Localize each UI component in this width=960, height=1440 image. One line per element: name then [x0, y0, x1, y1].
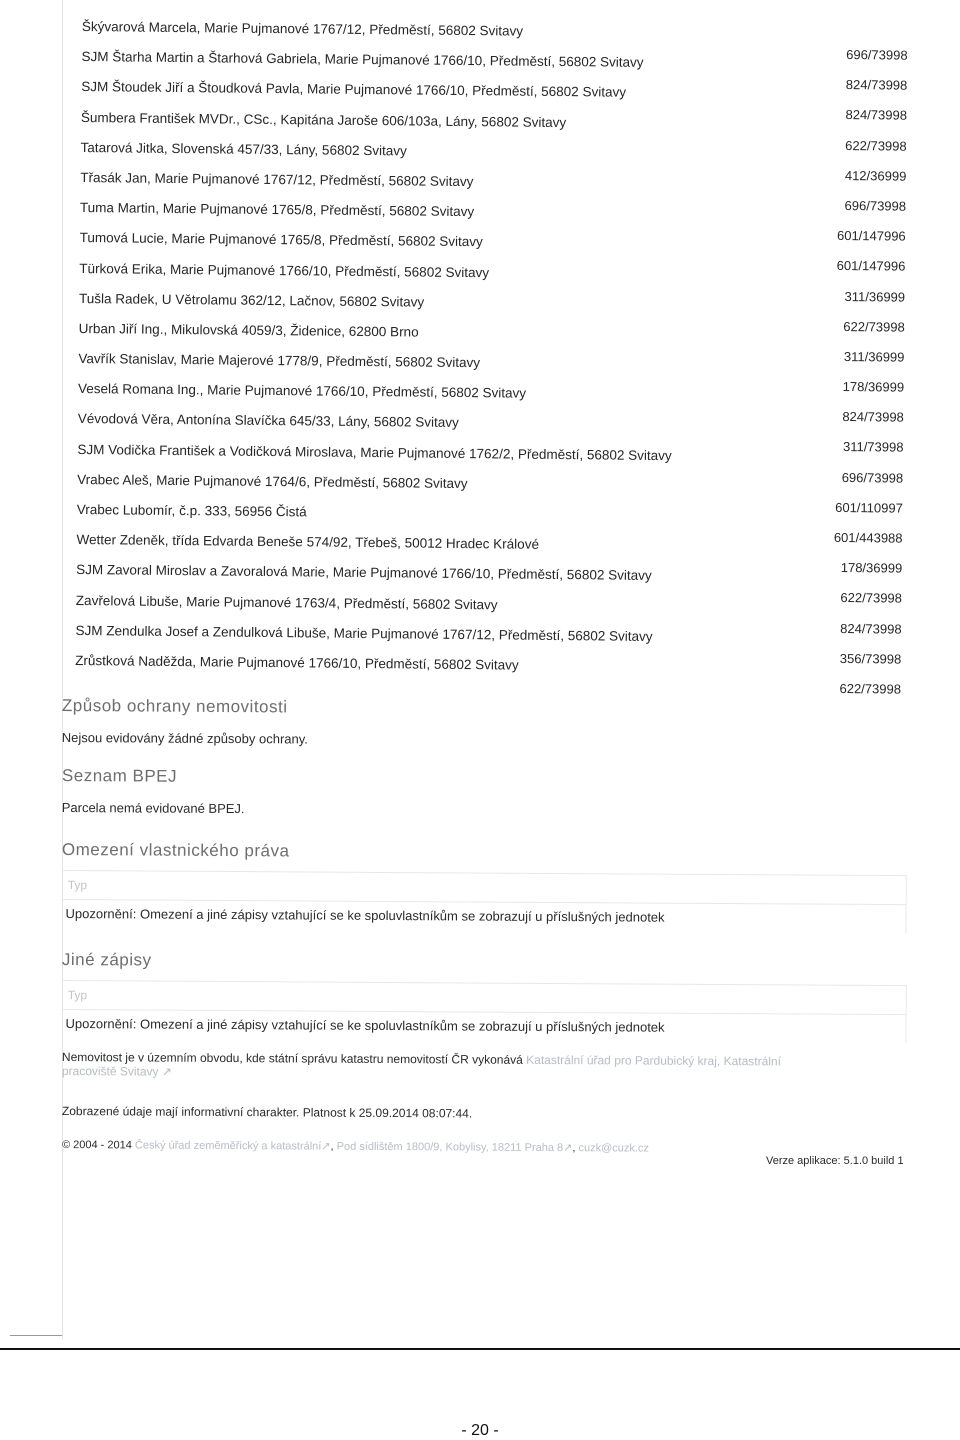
owner-share: 696/73998: [846, 47, 908, 63]
owner-name-address: SJM Zendulka Josef a Zendulková Libuše, Marie Pujmanové 1767/12, Předměstí, 56802 Svitavy: [75, 622, 653, 644]
owner-name-address: Šumbera František MVDr., CSc., Kapitána Jaroše 606/103a, Lány, 56802 Svitavy: [80, 109, 567, 130]
page-bottom-rule: [0, 1348, 960, 1350]
owner-share: 601/147996: [836, 228, 906, 244]
external-link-icon: ↗: [161, 1064, 173, 1079]
restrictions-table: [61, 870, 906, 933]
owner-name-address: Vrabec Aleš, Marie Pujmanové 1764/6, Předměstí, 56802 Svitavy: [77, 471, 468, 491]
bpej-section: [62, 766, 922, 820]
owner-share: 622/73998: [843, 318, 905, 335]
owner-name-address: SJM Zavoral Miroslav a Zavoralová Marie, Marie Pujmanové 1766/10, Předměstí, 56802 Svitavy: [76, 562, 652, 584]
bpej-heading: Seznam BPEJ: [61, 766, 178, 786]
owner-share: 311/73998: [842, 439, 904, 456]
owner-name-address: Tuma Martin, Marie Pujmanové 1765/8, Předměstí, 56802 Svitavy: [79, 200, 475, 220]
other-entries-warning: Upozornění: Omezení a jiné zápisy vztahující se ke spoluvlastníkům se zobrazují u příslušných jednotek: [65, 1016, 665, 1035]
owner-share: 601/110997: [835, 499, 903, 516]
restrictions-section: [61, 840, 922, 925]
owner-share: 622/73998: [845, 137, 907, 154]
owner-share: 356/73998: [839, 650, 902, 667]
owner-share: 622/73998: [839, 680, 902, 697]
owner-name-address: Třasák Jan, Marie Pujmanové 1767/12, Předměstí, 56802 Svitavy: [80, 169, 474, 190]
restrictions-column-header: Typ: [62, 871, 906, 905]
cuzk-link[interactable]: Český úřad zeměměřický a katastrální: [134, 1139, 322, 1153]
office-link[interactable]: Katastrální úřad pro Pardubický kraj, Katastrální: [526, 1052, 782, 1069]
external-link-icon: ↗: [321, 1140, 331, 1153]
owner-share: 412/36999: [844, 167, 907, 184]
owner-name-address: SJM Štarha Martin a Štarhová Gabriela, Marie Pujmanové 1766/10, Předměstí, 56802 Svitavy: [81, 49, 644, 71]
restrictions-warning: Upozornění: Omezení a jiné zápisy vztahující se ke spoluvlastníkům se zobrazují u příslušných jednotek: [65, 906, 665, 925]
owner-name-address: Vavřík Stanislav, Marie Majerové 1778/9, Předměstí, 56802 Svitavy: [78, 351, 481, 371]
owners-list: [75, 14, 922, 697]
email-link[interactable]: cuzk@cuzk.cz: [578, 1142, 649, 1155]
owner-name-address: Türková Erika, Marie Pujmanové 1766/10, Předměstí, 56802 Svitavy: [79, 260, 490, 280]
other-entries-section: [61, 950, 922, 1035]
info-notice: [62, 1104, 922, 1123]
owner-share: 601/147996: [836, 258, 906, 274]
page-number: - 20 -: [461, 1422, 499, 1439]
owner-name-address: SJM Štoudek Jiří a Štoudková Pavla, Marie Pujmanové 1766/10, Předměstí, 56802 Svitavy: [81, 79, 627, 101]
external-link-icon: ↗: [563, 1142, 573, 1155]
owner-name-address: Tumová Lucie, Marie Pujmanové 1765/8, Předměstí, 56802 Svitavy: [79, 230, 483, 250]
owner-share: 178/36999: [840, 560, 903, 576]
owner-share: 824/73998: [840, 620, 902, 637]
owner-share: 824/73998: [842, 409, 904, 425]
owner-name-address: Wetter Zdeněk, třída Edvarda Beneše 574/92, Třebeš, 50012 Hradec Králové: [76, 532, 540, 553]
owner-name-address: Urban Jiří Ing., Mikulovská 4059/3, Židenice, 62800 Brno: [78, 320, 419, 340]
owner-share: 824/73998: [845, 107, 908, 124]
office-link-continued[interactable]: pracoviště Svitavy: [61, 1063, 159, 1079]
protection-section: [62, 696, 922, 750]
owner-name-address: Veselá Romana Ing., Marie Pujmanové 1766/10, Předměstí, 56802 Svitavy: [77, 381, 527, 401]
app-version: Verze aplikace: 5.1.0 build 1: [766, 1155, 904, 1167]
info-text: Zobrazené údaje mají informativní charakter. Platnost k 25.09.2014 08:07:44.: [61, 1104, 473, 1121]
other-entries-table: [61, 980, 906, 1043]
owner-share: 311/36999: [844, 288, 906, 305]
office-text: Nemovitost je v územním obvodu, kde státní správu katastru nemovitostí ČR vykonává: [61, 1050, 523, 1067]
owner-name-address: Škývarová Marcela, Marie Pujmanové 1767/12, Předměstí, 56802 Svitavy: [81, 18, 524, 39]
owner-share: 311/36999: [843, 348, 905, 365]
other-entries-heading: Jiné zápisy: [61, 950, 152, 970]
owner-share: 601/443988: [833, 529, 903, 546]
owner-name-address: Zavřelová Libuše, Marie Pujmanové 1763/4, Předměstí, 56802 Svitavy: [75, 592, 498, 612]
restrictions-heading: Omezení vlastnického práva: [61, 840, 290, 861]
divider: [10, 1335, 62, 1336]
protection-heading: Způsob ochrany nemovitosti: [61, 696, 288, 717]
bpej-text: Parcela nemá evidované BPEJ.: [61, 799, 245, 817]
copyright-text: © 2004 - 2014: [61, 1139, 132, 1152]
owner-share: 824/73998: [845, 77, 908, 93]
owner-name-address: SJM Vodička František a Vodičková Miroslava, Marie Pujmanové 1762/2, Předměstí, 56802 Svitavy: [77, 441, 672, 463]
owner-share: 622/73998: [840, 590, 903, 606]
protection-text: Nejsou evidovány žádné způsoby ochrany.: [61, 729, 308, 747]
copyright-footer: © 2004 - 2014 Český úřad zeměměřický a katastrální↗, Pod sídlištěm 1800/9, Kobylisy, 18211 Praha 8↗, cuzk@cuzk.cz: [61, 1139, 649, 1155]
owner-name-address: Vévodová Věra, Antonína Slavíčka 645/33, Lány, 56802 Svitavy: [77, 411, 459, 431]
office-notice: [62, 1050, 922, 1083]
address-link[interactable]: Pod sídlištěm 1800/9, Kobylisy, 18211 Praha 8: [336, 1140, 564, 1155]
owner-name-address: Tušla Radek, U Větrolamu 362/12, Lačnov, 56802 Svitavy: [78, 290, 425, 310]
owner-name-address: Vrabec Lubomír, č.p. 333, 56956 Čistá: [76, 501, 307, 520]
owner-share: 178/36999: [842, 379, 905, 395]
owner-share: 696/73998: [844, 197, 907, 214]
owner-name-address: Tatarová Jitka, Slovenská 457/33, Lány, 56802 Svitavy: [80, 139, 407, 159]
owner-name-address: Zrůstková Naděžda, Marie Pujmanové 1766/10, Předměstí, 56802 Svitavy: [75, 652, 519, 673]
owner-share: 696/73998: [841, 469, 904, 486]
other-entries-column-header: Typ: [62, 981, 906, 1015]
